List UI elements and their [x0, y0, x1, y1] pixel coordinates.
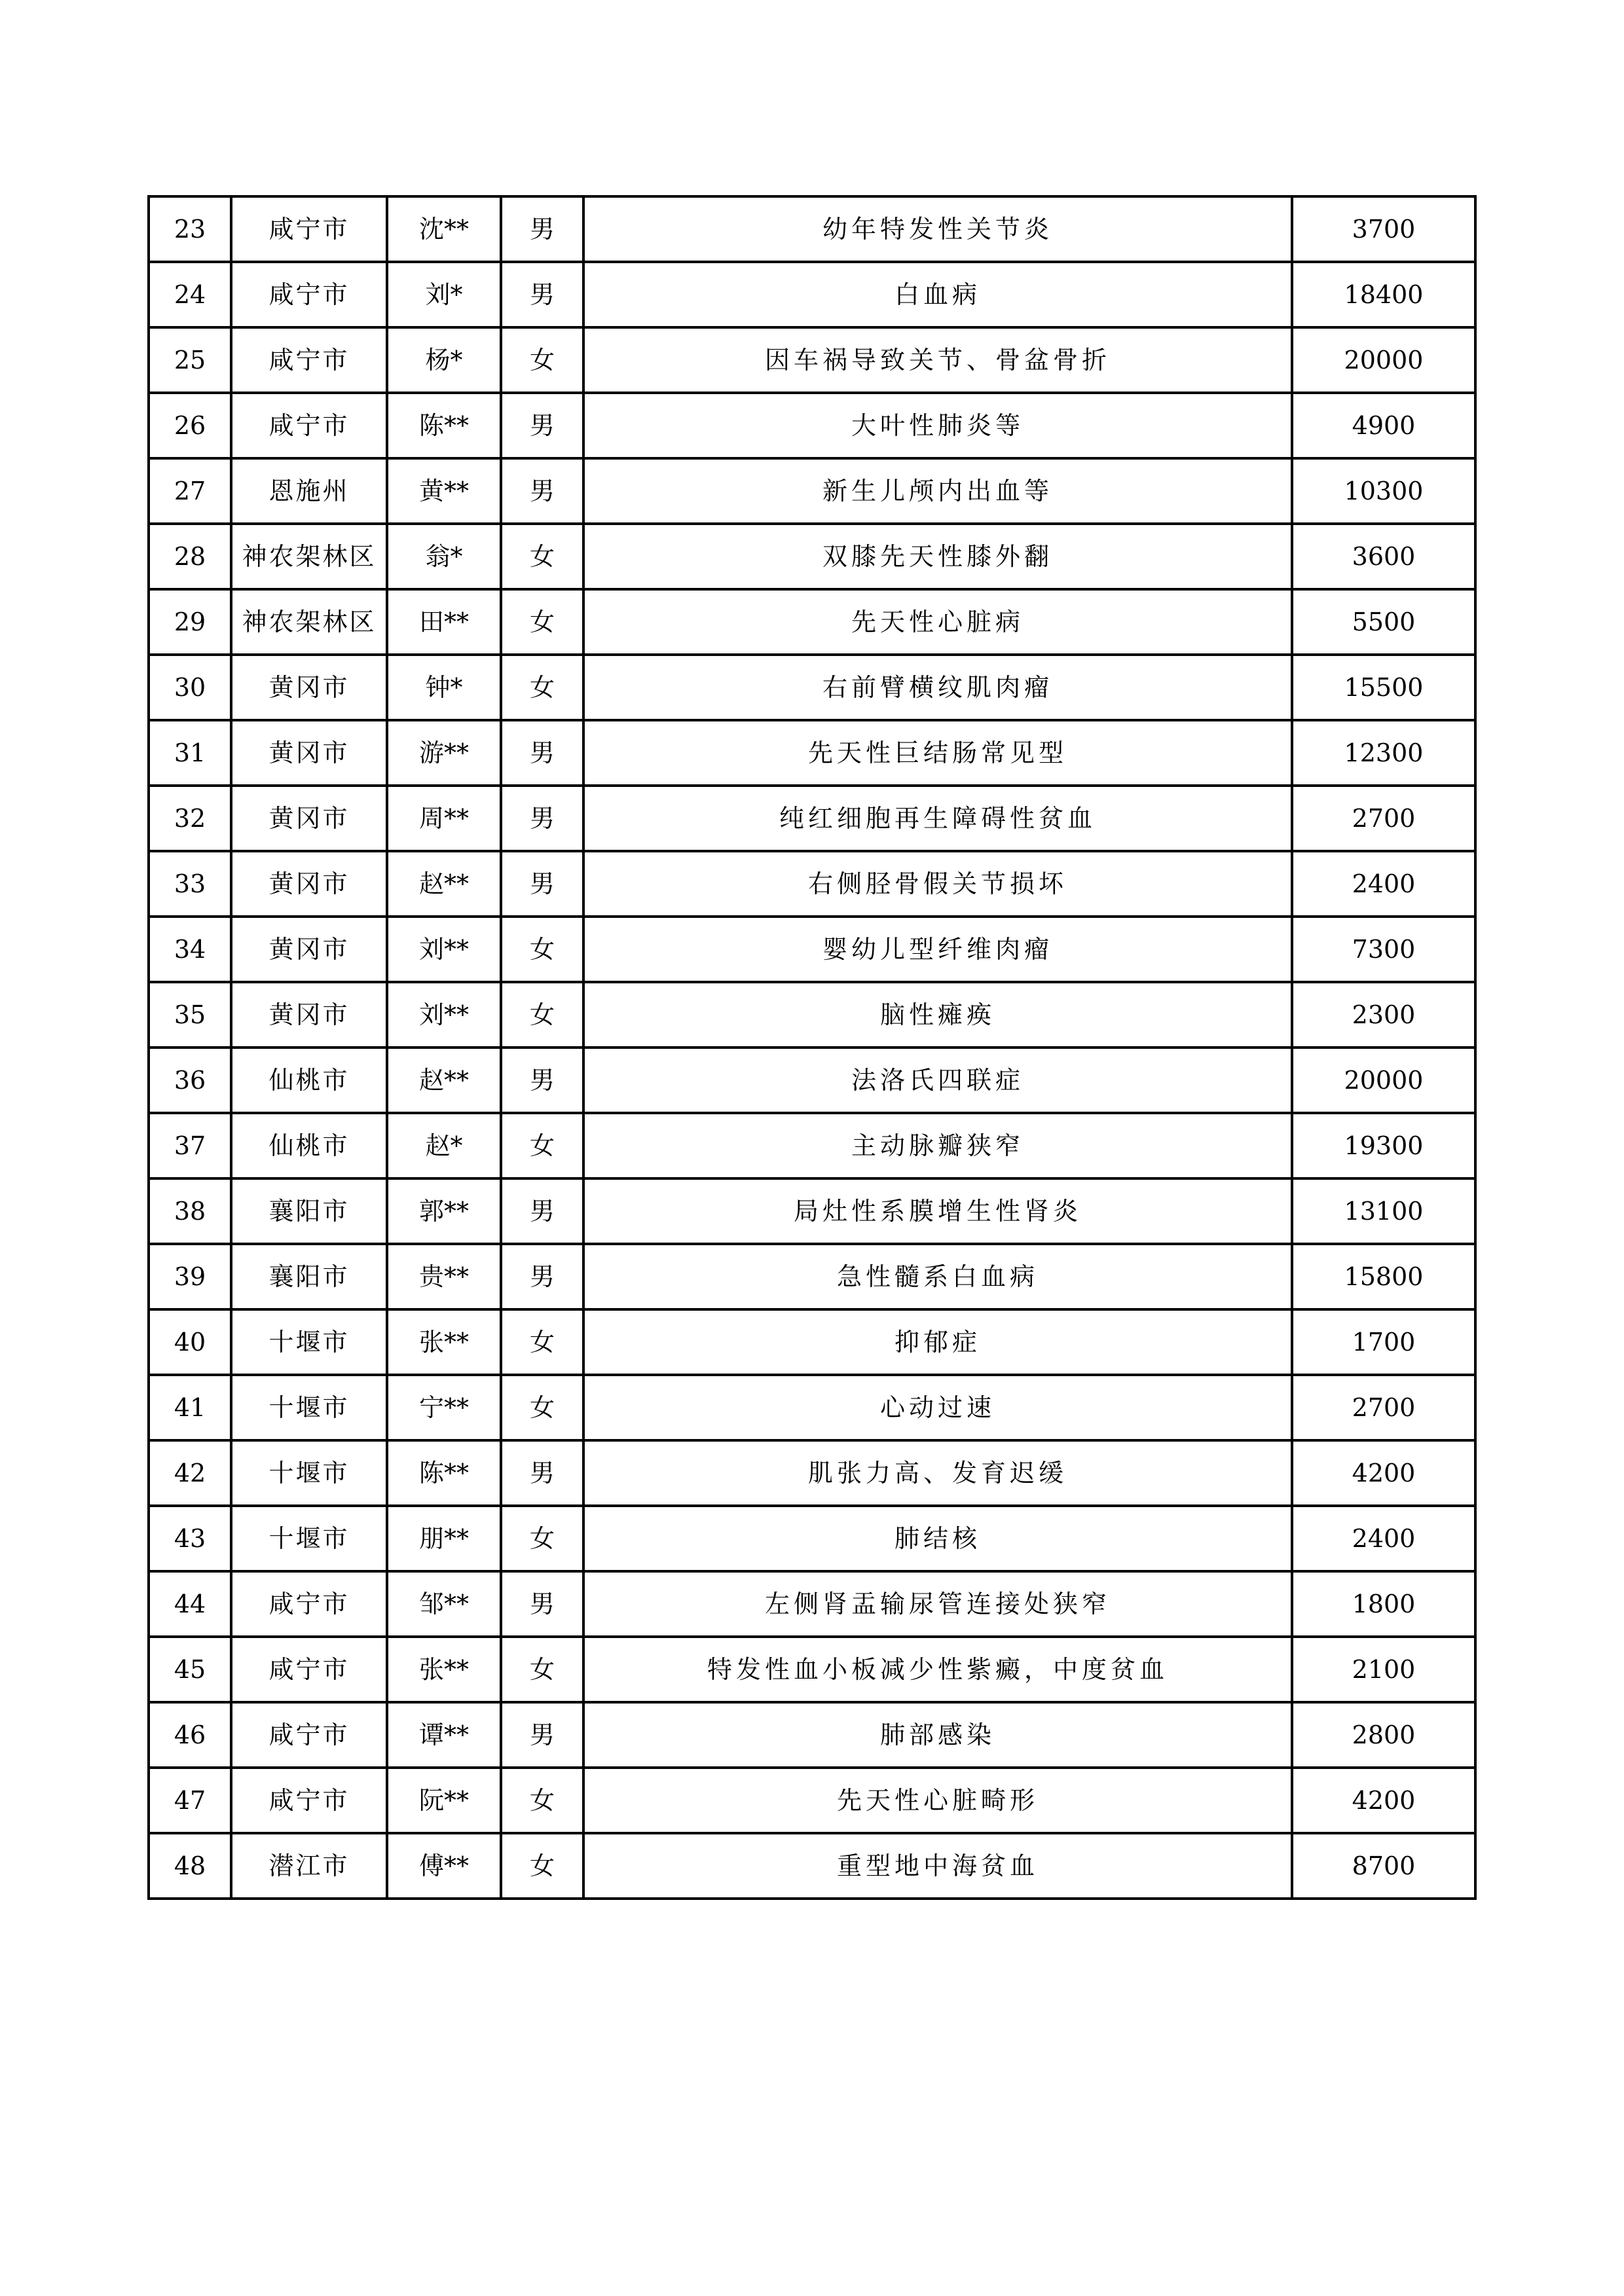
region-cell: 黄冈市	[231, 982, 387, 1048]
region-cell: 襄阳市	[231, 1244, 387, 1309]
table-row	[149, 1375, 1475, 1440]
region-cell: 咸宁市	[231, 1768, 387, 1833]
row-number-cell: 42	[149, 1440, 231, 1506]
diagnosis-cell: 新生儿颅内出血等	[583, 458, 1292, 524]
amount-cell: 20000	[1292, 1048, 1475, 1113]
name-cell: 贵**	[387, 1244, 501, 1309]
name-cell: 游**	[387, 720, 501, 786]
row-number-cell: 41	[149, 1375, 231, 1440]
sex-cell: 女	[501, 1768, 583, 1833]
region-cell: 咸宁市	[231, 262, 387, 327]
table-row	[149, 1113, 1475, 1178]
diagnosis-cell: 先天性心脏病	[583, 589, 1292, 655]
name-cell: 张**	[387, 1309, 501, 1375]
table-row	[149, 1702, 1475, 1768]
amount-cell: 7300	[1292, 917, 1475, 982]
diagnosis-cell: 脑性瘫痪	[583, 982, 1292, 1048]
amount-cell: 20000	[1292, 327, 1475, 393]
table-row	[149, 196, 1475, 262]
table-row	[149, 786, 1475, 851]
region-cell: 神农架林区	[231, 589, 387, 655]
region-cell: 仙桃市	[231, 1113, 387, 1178]
amount-cell: 1800	[1292, 1571, 1475, 1637]
diagnosis-cell: 急性髓系白血病	[583, 1244, 1292, 1309]
diagnosis-cell: 主动脉瓣狭窄	[583, 1113, 1292, 1178]
region-cell: 十堰市	[231, 1309, 387, 1375]
row-number-cell: 32	[149, 786, 231, 851]
sex-cell: 女	[501, 1113, 583, 1178]
row-number-cell: 46	[149, 1702, 231, 1768]
region-cell: 襄阳市	[231, 1178, 387, 1244]
region-cell: 神农架林区	[231, 524, 387, 589]
table-row	[149, 1571, 1475, 1637]
name-cell: 郭**	[387, 1178, 501, 1244]
name-cell: 张**	[387, 1637, 501, 1702]
amount-cell: 2100	[1292, 1637, 1475, 1702]
row-number-cell: 31	[149, 720, 231, 786]
amount-cell: 2400	[1292, 851, 1475, 917]
sex-cell: 男	[501, 1702, 583, 1768]
diagnosis-cell: 右前臂横纹肌肉瘤	[583, 655, 1292, 720]
row-number-cell: 23	[149, 196, 231, 262]
amount-cell: 15500	[1292, 655, 1475, 720]
name-cell: 朋**	[387, 1506, 501, 1571]
table-row	[149, 1506, 1475, 1571]
row-number-cell: 25	[149, 327, 231, 393]
row-number-cell: 38	[149, 1178, 231, 1244]
name-cell: 刘**	[387, 917, 501, 982]
sex-cell: 女	[501, 524, 583, 589]
table-row	[149, 720, 1475, 786]
table-row	[149, 1309, 1475, 1375]
sex-cell: 男	[501, 1178, 583, 1244]
row-number-cell: 39	[149, 1244, 231, 1309]
region-cell: 黄冈市	[231, 655, 387, 720]
table-row	[149, 524, 1475, 589]
row-number-cell: 40	[149, 1309, 231, 1375]
amount-cell: 12300	[1292, 720, 1475, 786]
table-row	[149, 1048, 1475, 1113]
region-cell: 咸宁市	[231, 1571, 387, 1637]
row-number-cell: 34	[149, 917, 231, 982]
table-row	[149, 1244, 1475, 1309]
region-cell: 黄冈市	[231, 917, 387, 982]
sex-cell: 男	[501, 851, 583, 917]
name-cell: 赵*	[387, 1113, 501, 1178]
row-number-cell: 44	[149, 1571, 231, 1637]
diagnosis-cell: 局灶性系膜增生性肾炎	[583, 1178, 1292, 1244]
sex-cell: 男	[501, 786, 583, 851]
diagnosis-cell: 婴幼儿型纤维肉瘤	[583, 917, 1292, 982]
row-number-cell: 37	[149, 1113, 231, 1178]
name-cell: 赵**	[387, 1048, 501, 1113]
region-cell: 黄冈市	[231, 720, 387, 786]
sex-cell: 女	[501, 1309, 583, 1375]
diagnosis-cell: 双膝先天性膝外翻	[583, 524, 1292, 589]
diagnosis-cell: 法洛氏四联症	[583, 1048, 1292, 1113]
amount-cell: 2800	[1292, 1702, 1475, 1768]
diagnosis-cell: 左侧肾盂输尿管连接处狭窄	[583, 1571, 1292, 1637]
region-cell: 十堰市	[231, 1375, 387, 1440]
region-cell: 十堰市	[231, 1440, 387, 1506]
sex-cell: 女	[501, 655, 583, 720]
region-cell: 咸宁市	[231, 196, 387, 262]
table-row	[149, 917, 1475, 982]
name-cell: 田**	[387, 589, 501, 655]
diagnosis-cell: 因车祸导致关节、骨盆骨折	[583, 327, 1292, 393]
sex-cell: 女	[501, 1506, 583, 1571]
sex-cell: 男	[501, 393, 583, 458]
row-number-cell: 24	[149, 262, 231, 327]
sex-cell: 男	[501, 1571, 583, 1637]
row-number-cell: 30	[149, 655, 231, 720]
table-row	[149, 589, 1475, 655]
region-cell: 潜江市	[231, 1833, 387, 1899]
table-row	[149, 1440, 1475, 1506]
table-row	[149, 327, 1475, 393]
sex-cell: 男	[501, 1440, 583, 1506]
table-row	[149, 1833, 1475, 1899]
name-cell: 黄**	[387, 458, 501, 524]
table-row	[149, 393, 1475, 458]
table-row	[149, 262, 1475, 327]
region-cell: 恩施州	[231, 458, 387, 524]
region-cell: 十堰市	[231, 1506, 387, 1571]
diagnosis-cell: 右侧胫骨假关节损坏	[583, 851, 1292, 917]
region-cell: 黄冈市	[231, 786, 387, 851]
region-cell: 咸宁市	[231, 327, 387, 393]
region-cell: 咸宁市	[231, 393, 387, 458]
table-row	[149, 458, 1475, 524]
name-cell: 赵**	[387, 851, 501, 917]
amount-cell: 18400	[1292, 262, 1475, 327]
row-number-cell: 48	[149, 1833, 231, 1899]
sex-cell: 女	[501, 982, 583, 1048]
amount-cell: 3700	[1292, 196, 1475, 262]
name-cell: 钟*	[387, 655, 501, 720]
name-cell: 陈**	[387, 1440, 501, 1506]
diagnosis-cell: 纯红细胞再生障碍性贫血	[583, 786, 1292, 851]
sex-cell: 女	[501, 327, 583, 393]
table-row	[149, 851, 1475, 917]
table-row	[149, 1637, 1475, 1702]
amount-cell: 1700	[1292, 1309, 1475, 1375]
region-cell: 咸宁市	[231, 1637, 387, 1702]
row-number-cell: 27	[149, 458, 231, 524]
amount-cell: 3600	[1292, 524, 1475, 589]
row-number-cell: 26	[149, 393, 231, 458]
amount-cell: 8700	[1292, 1833, 1475, 1899]
name-cell: 杨*	[387, 327, 501, 393]
sex-cell: 男	[501, 196, 583, 262]
sex-cell: 女	[501, 917, 583, 982]
sex-cell: 女	[501, 1375, 583, 1440]
sex-cell: 男	[501, 262, 583, 327]
row-number-cell: 43	[149, 1506, 231, 1571]
table-row	[149, 655, 1475, 720]
amount-cell: 2700	[1292, 786, 1475, 851]
sex-cell: 女	[501, 1833, 583, 1899]
diagnosis-cell: 特发性血小板减少性紫癜，中度贫血	[583, 1637, 1292, 1702]
diagnosis-cell: 肌张力高、发育迟缓	[583, 1440, 1292, 1506]
beneficiary-table	[147, 195, 1477, 1900]
amount-cell: 2300	[1292, 982, 1475, 1048]
diagnosis-cell: 重型地中海贫血	[583, 1833, 1292, 1899]
amount-cell: 2700	[1292, 1375, 1475, 1440]
name-cell: 宁**	[387, 1375, 501, 1440]
row-number-cell: 45	[149, 1637, 231, 1702]
amount-cell: 10300	[1292, 458, 1475, 524]
amount-cell: 4200	[1292, 1440, 1475, 1506]
row-number-cell: 29	[149, 589, 231, 655]
row-number-cell: 33	[149, 851, 231, 917]
name-cell: 谭**	[387, 1702, 501, 1768]
amount-cell: 13100	[1292, 1178, 1475, 1244]
name-cell: 周**	[387, 786, 501, 851]
diagnosis-cell: 先天性心脏畸形	[583, 1768, 1292, 1833]
region-cell: 黄冈市	[231, 851, 387, 917]
sex-cell: 男	[501, 458, 583, 524]
name-cell: 陈**	[387, 393, 501, 458]
sex-cell: 男	[501, 1244, 583, 1309]
sex-cell: 女	[501, 589, 583, 655]
name-cell: 傅**	[387, 1833, 501, 1899]
table-row	[149, 1178, 1475, 1244]
row-number-cell: 28	[149, 524, 231, 589]
sex-cell: 男	[501, 720, 583, 786]
name-cell: 刘**	[387, 982, 501, 1048]
diagnosis-cell: 心动过速	[583, 1375, 1292, 1440]
amount-cell: 4200	[1292, 1768, 1475, 1833]
amount-cell: 19300	[1292, 1113, 1475, 1178]
diagnosis-cell: 肺部感染	[583, 1702, 1292, 1768]
table-row	[149, 982, 1475, 1048]
diagnosis-cell: 先天性巨结肠常见型	[583, 720, 1292, 786]
name-cell: 阮**	[387, 1768, 501, 1833]
amount-cell: 4900	[1292, 393, 1475, 458]
sex-cell: 男	[501, 1048, 583, 1113]
amount-cell: 2400	[1292, 1506, 1475, 1571]
diagnosis-cell: 白血病	[583, 262, 1292, 327]
diagnosis-cell: 肺结核	[583, 1506, 1292, 1571]
amount-cell: 5500	[1292, 589, 1475, 655]
diagnosis-cell: 抑郁症	[583, 1309, 1292, 1375]
name-cell: 沈**	[387, 196, 501, 262]
name-cell: 邹**	[387, 1571, 501, 1637]
name-cell: 翁*	[387, 524, 501, 589]
table-row	[149, 1768, 1475, 1833]
row-number-cell: 35	[149, 982, 231, 1048]
diagnosis-cell: 幼年特发性关节炎	[583, 196, 1292, 262]
row-number-cell: 47	[149, 1768, 231, 1833]
sex-cell: 女	[501, 1637, 583, 1702]
region-cell: 咸宁市	[231, 1702, 387, 1768]
beneficiary-table-body	[149, 196, 1475, 1899]
amount-cell: 15800	[1292, 1244, 1475, 1309]
row-number-cell: 36	[149, 1048, 231, 1113]
name-cell: 刘*	[387, 262, 501, 327]
diagnosis-cell: 大叶性肺炎等	[583, 393, 1292, 458]
region-cell: 仙桃市	[231, 1048, 387, 1113]
